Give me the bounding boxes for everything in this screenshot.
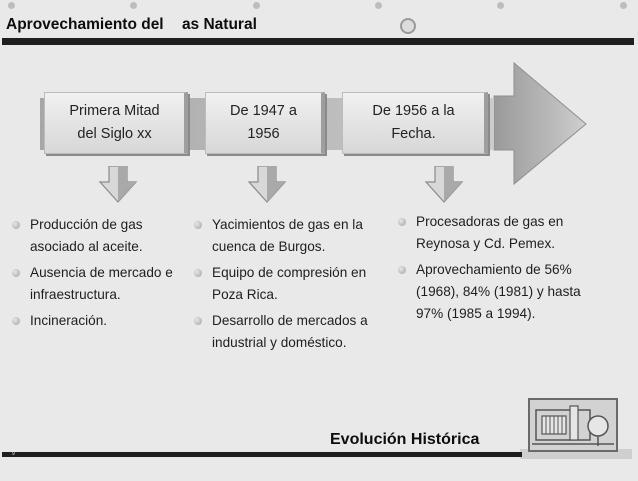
bullet-icon <box>398 218 406 226</box>
list-item-text: Ausencia de mercado e infraestructura. <box>30 265 173 302</box>
list-item <box>190 310 382 354</box>
bullet-icon <box>12 269 20 277</box>
column-2-list <box>190 214 382 358</box>
timeline-box-1 <box>44 92 188 154</box>
bullet-icon <box>194 221 202 229</box>
list-item-text: Procesadoras de gas en Reynosa y Cd. Pemex. <box>416 214 564 251</box>
page-title-prefix: Aprovechamiento del <box>6 16 168 33</box>
list-item-text: Desarrollo de mercados a industrial y doméstico. <box>212 313 368 350</box>
page-title-suffix: as Natural <box>181 16 257 33</box>
list-item-text: Producción de gas asociado al aceite. <box>30 217 143 254</box>
down-arrow-icon <box>424 166 464 204</box>
list-item <box>394 211 584 255</box>
bullet-icon <box>398 266 406 274</box>
footer-divider <box>2 452 522 457</box>
timeline-box-3-line1: De 1956 a la <box>372 103 455 119</box>
timeline-box-3 <box>342 92 488 154</box>
list-item <box>394 259 584 325</box>
timeline-box-2-line2: 1956 <box>247 126 280 142</box>
down-arrow-icon <box>247 166 287 204</box>
footer-title: Evolución Histórica <box>330 431 480 448</box>
list-item <box>190 214 382 258</box>
bullet-icon <box>194 269 202 277</box>
column-3-list <box>394 211 584 329</box>
list-item <box>8 310 193 332</box>
gas-plant-icon <box>528 398 618 452</box>
page-number: 9 <box>12 451 15 457</box>
timeline-box-1-line2: del Siglo xx <box>77 126 152 142</box>
timeline-box-2-line1: De 1947 a <box>230 103 297 119</box>
timeline-box-2 <box>205 92 325 154</box>
timeline-box-1-line1: Primera Mitad <box>69 103 160 119</box>
list-item <box>8 214 193 258</box>
column-1-list <box>8 214 193 336</box>
bullet-icon <box>194 317 202 325</box>
list-item <box>190 262 382 306</box>
timeline-box-3-line2: Fecha. <box>391 126 436 142</box>
list-item-text: Incineración. <box>30 313 108 328</box>
bullet-icon <box>12 221 20 229</box>
bullet-icon <box>12 317 20 325</box>
down-arrow-icon <box>98 166 138 204</box>
list-item-text: Aprovechamiento de 56% (1968), 84% (1981) y hasta 97% (1985 a 1994). <box>416 262 581 321</box>
list-item-text: Yacimientos de gas en la cuenca de Burgos. <box>212 217 363 254</box>
list-item <box>8 262 193 306</box>
list-item-text: Equipo de compresión en Poza Rica. <box>212 265 367 302</box>
